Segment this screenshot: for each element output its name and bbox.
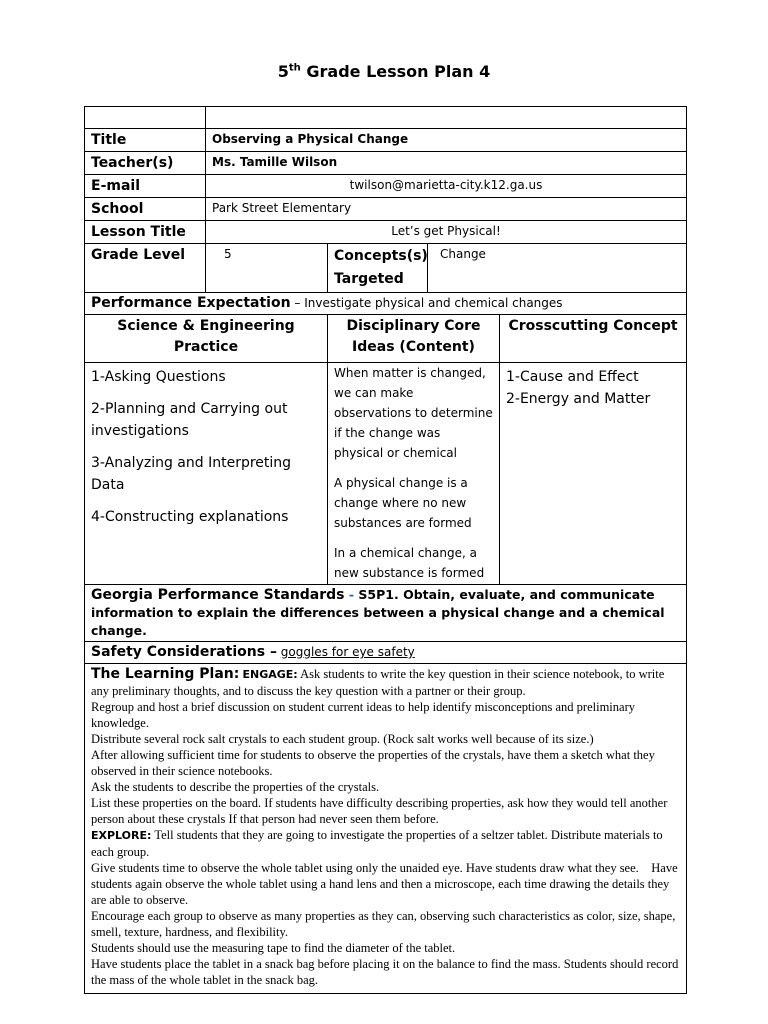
grade-level-row bbox=[85, 244, 687, 293]
gps-text: S5P1. Obtain, evaluate, and communicate information to explain the differences between a physical change and a chemical change. bbox=[91, 587, 665, 638]
dci-header: Disciplinary Core Ideas (Content) bbox=[328, 315, 500, 363]
sep-item: 3-Analyzing and Interpreting Data bbox=[91, 455, 292, 493]
gps-dash: - bbox=[344, 587, 359, 602]
lesson-title-label: Lesson Title bbox=[85, 221, 206, 244]
plan-paragraph: Students should use the measuring tape to find the diameter of the tablet. bbox=[91, 941, 456, 955]
column-header-row bbox=[85, 315, 687, 363]
gps-cell bbox=[85, 585, 687, 642]
school-value: Park Street Elementary bbox=[206, 198, 687, 221]
sep-item: 2-Planning and Carrying out investigations bbox=[91, 401, 288, 439]
plan-paragraph: Encourage each group to observe as many properties as they can, observing such characteristics as color, size, shape, smell, texture, hardness, and flexibility. bbox=[91, 909, 676, 939]
lesson-title-value: Let’s get Physical! bbox=[206, 221, 687, 244]
email-row bbox=[85, 175, 687, 198]
plan-paragraph: Give students time to observe the whole tablet using only the unaided eye. Have students draw what they see. Have students again observe the whole tablet using a hand lens and then a microscope, each time drawing the details they are able to observe. bbox=[91, 861, 681, 907]
sep-cell bbox=[85, 363, 328, 585]
safety-label: Safety Considerations – bbox=[91, 644, 277, 660]
sep-header: Science & Engineering Practice bbox=[85, 315, 328, 363]
dci-item: When matter is changed, we can make observations to determine if the change was physical or chemical bbox=[334, 366, 493, 460]
performance-expectation-label: Performance Expectation bbox=[91, 295, 291, 311]
title-text: Grade Lesson Plan 4 bbox=[300, 62, 491, 81]
lesson-plan-table bbox=[84, 106, 687, 994]
plan-paragraph: After allowing sufficient time for students to observe the properties of the crystals, have them a sketch what they observed in their science notebooks. bbox=[91, 748, 655, 778]
learning-plan-label: The Learning Plan: bbox=[91, 666, 240, 682]
plan-paragraph: Regroup and host a brief discussion on student current ideas to help identify misconceptions and preliminary knowledge. bbox=[91, 700, 635, 730]
sep-item: 1-Asking Questions bbox=[91, 369, 226, 385]
dci-item: In a chemical change, a new substance is formed bbox=[334, 546, 485, 580]
title-value: Observing a Physical Change bbox=[206, 129, 687, 152]
grade-level-value: 5 bbox=[206, 244, 328, 293]
email-label: E-mail bbox=[85, 175, 206, 198]
email-value: twilson@marietta-city.k12.ga.us bbox=[206, 175, 687, 198]
engage-text: Ask students to write the key question in their science notebook, to write any preliminary thoughts, and to discuss the key question with a partner or their group. bbox=[91, 667, 665, 698]
teacher-label: Teacher(s) bbox=[85, 152, 206, 175]
safety-row bbox=[85, 642, 687, 664]
explore-text: Tell students that they are going to investigate the properties of a seltzer tablet. Distribute materials to each group. bbox=[91, 828, 663, 859]
concepts-value: Change bbox=[428, 244, 687, 293]
gps-label: Georgia Performance Standards bbox=[91, 587, 345, 603]
cc-cell bbox=[500, 363, 687, 585]
plan-paragraph: Have students place the tablet in a snack bag before placing it on the balance to find the mass. Students should record the mass of the whole tablet in the snack bag. bbox=[91, 957, 679, 987]
cc-item: 1-Cause and Effect bbox=[506, 369, 639, 385]
explore-paragraph bbox=[91, 827, 680, 860]
explore-label: EXPLORE: bbox=[91, 829, 152, 842]
title-row bbox=[85, 129, 687, 152]
engage-paragraph bbox=[91, 666, 680, 699]
gps-row bbox=[85, 585, 687, 642]
learning-plan-row bbox=[85, 664, 687, 994]
engage-label: ENGAGE: bbox=[242, 668, 298, 681]
teacher-row bbox=[85, 152, 687, 175]
plan-paragraph: Distribute several rock salt crystals to each student group. (Rock salt works well because of its size.) bbox=[91, 732, 594, 746]
title-superscript: th bbox=[288, 62, 301, 74]
performance-expectation-text: Investigate physical and chemical changes bbox=[304, 296, 563, 310]
plan-paragraph: Ask the students to describe the properties of the crystals. bbox=[91, 780, 380, 794]
teacher-value: Ms. Tamille Wilson bbox=[206, 152, 687, 175]
concepts-label: Concepts(s) Targeted bbox=[328, 244, 428, 293]
lesson-title-row bbox=[85, 221, 687, 244]
grade-level-label: Grade Level bbox=[85, 244, 206, 293]
performance-expectation-row bbox=[85, 293, 687, 315]
title-grade-number: 5 bbox=[277, 62, 289, 81]
safety-text: goggles for eye safety bbox=[280, 645, 415, 659]
cc-item: 2-Energy and Matter bbox=[506, 391, 651, 407]
cc-header: Crosscutting Concept bbox=[500, 315, 687, 363]
blank-cell bbox=[85, 107, 206, 129]
performance-expectation-separator: – bbox=[290, 296, 305, 310]
dci-cell bbox=[328, 363, 500, 585]
school-row bbox=[85, 198, 687, 221]
blank-cell bbox=[206, 107, 687, 129]
dci-item: A physical change is a change where no new substances are formed bbox=[334, 476, 472, 530]
sep-item: 4-Constructing explanations bbox=[91, 509, 289, 525]
content-row bbox=[85, 363, 687, 585]
page-title bbox=[0, 62, 768, 81]
title-label: Title bbox=[85, 129, 206, 152]
blank-row bbox=[85, 107, 687, 129]
learning-plan-cell bbox=[85, 664, 687, 994]
safety-cell bbox=[85, 642, 687, 664]
performance-expectation-cell bbox=[85, 293, 687, 315]
plan-paragraph: List these properties on the board. If students have difficulty describing properties, ask how they would tell another person about these crystals If that person had never seen them before. bbox=[91, 796, 668, 826]
school-label: School bbox=[85, 198, 206, 221]
